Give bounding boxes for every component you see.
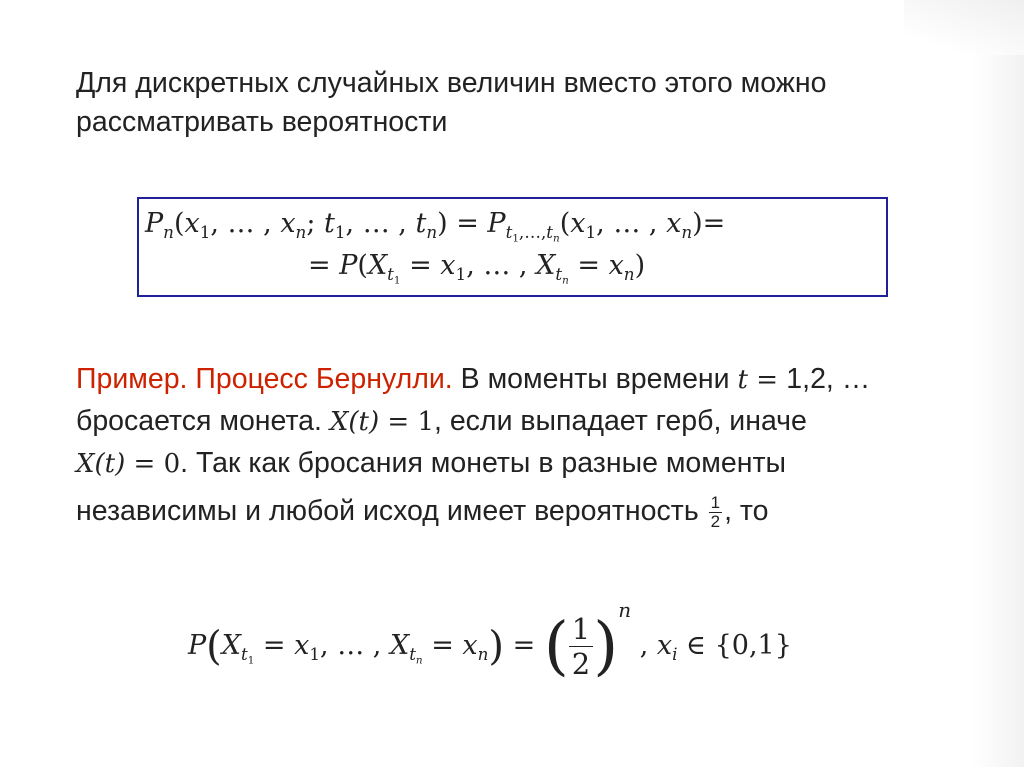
example-line-2: бросается монета. X(t) = 1, если выпадает герб, иначе xyxy=(76,405,807,437)
formula-line-2: = $P(X_{t_1} = x_1$, … , $X_{t_n} = x_n$) xyxy=(308,250,646,287)
slide-background-corner xyxy=(904,0,1024,55)
bernoulli-formula: $P(X_{t_1} = x_1$, … , $X_{t_n} = x_n$) = ( $\frac{1}{2}$ )n , $x_i$ ∈ {0,1} xyxy=(188,598,792,684)
example-label: Пример. Процесс Бернулли. xyxy=(76,363,453,395)
formula-line-1: $P_n(x_1$, … , $x_n$; $t_1$, … , $t_n) = P_{t_1,\dots,t_n}(x_1$, … , $x_n)=$ xyxy=(145,208,726,245)
slide-background-gradient xyxy=(972,0,1024,767)
example-line-3: X(t) = 0. Так как бросания монеты в разные моменты xyxy=(76,447,787,479)
example-line-4: независимы и любой исход имеет вероятность $\frac{1}{2}$ , то xyxy=(76,492,769,531)
one-half-fraction: $\frac{1}{2}$ xyxy=(710,492,721,531)
one-half-big-fraction: $\frac{1}{2}$ xyxy=(569,612,593,681)
intro-line-2: рассматривать вероятности xyxy=(76,106,448,138)
intro-line-1: Для дискретных случайных величин вместо этого можно xyxy=(76,67,827,99)
example-line-1: Пример. Процесс Бернулли. В моменты времени t = 1,2, … xyxy=(76,363,871,395)
